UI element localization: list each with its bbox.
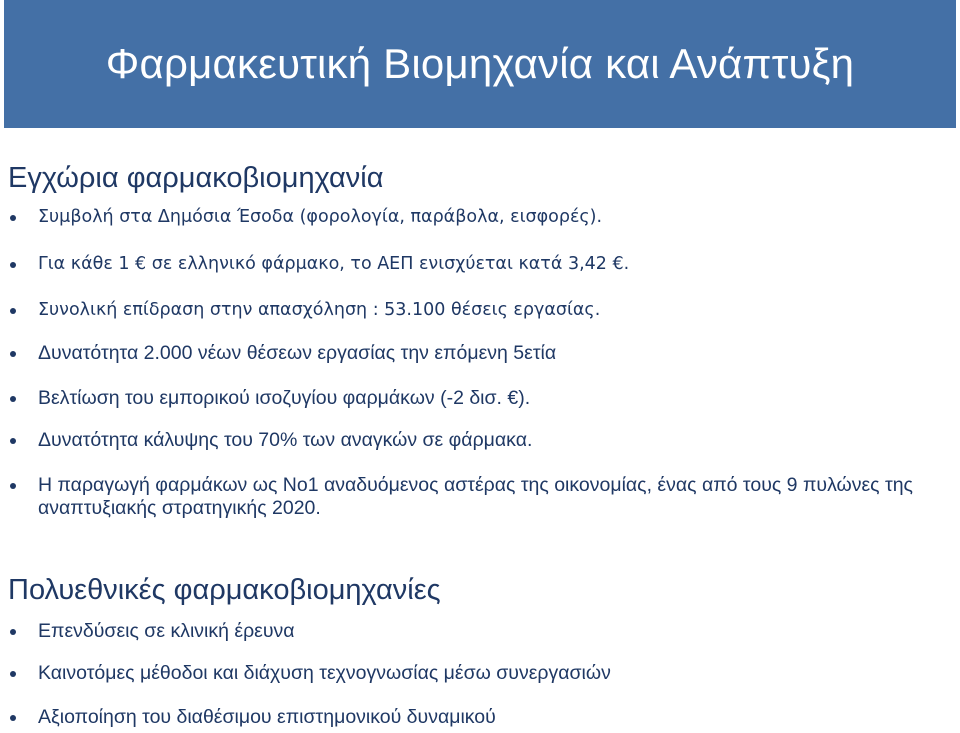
bullet-icon [10, 215, 16, 221]
bullet-icon [10, 715, 16, 721]
bullet-icon [10, 629, 16, 635]
bullet-text: Για κάθε 1 € σε ελληνικό φάρμακο, το ΑΕΠ ενισχύεται κατά 3,42 €. [38, 254, 630, 274]
list-item [0, 620, 960, 643]
list-item [0, 662, 960, 685]
bullet-icon [10, 308, 16, 314]
list-item [0, 253, 960, 276]
bullet-text: Επενδύσεις σε κλινική έρευνα [38, 620, 295, 642]
bullet-icon [10, 438, 16, 444]
list-item [0, 429, 960, 452]
bullet-icon [10, 671, 16, 677]
section-heading-multinational: Πολυεθνικές φαρμακοβιομηχανίες [8, 574, 441, 606]
list-item [0, 299, 960, 322]
bullet-text: Δυνατότητα 2.000 νέων θέσεων εργασίας την επόμενη 5ετία [38, 342, 557, 364]
bullet-text: Καινοτόμες μέθοδοι και διάχυση τεχνογνωσίας μέσω συνεργασιών [38, 662, 611, 684]
bullet-text: Συμβολή στα Δημόσια Έσοδα (φορολογία, παράβολα, εισφορές). [38, 207, 603, 227]
bullet-icon [10, 396, 16, 402]
slide-title-bar [4, 0, 956, 128]
section-heading-domestic: Εγχώρια φαρμακοβιομηχανία [8, 162, 384, 194]
list-item [0, 706, 960, 729]
bullet-icon [10, 483, 16, 489]
list-item [0, 387, 960, 410]
bullet-text: Συνολική επίδραση στην απασχόληση : 53.100 θέσεις εργασίας. [38, 300, 601, 320]
bullet-text: Δυνατότητα κάλυψης του 70% των αναγκών σε φάρμακα. [38, 429, 533, 451]
bullet-icon [10, 262, 16, 268]
list-item [0, 474, 960, 520]
list-item [0, 206, 960, 229]
slide-title: Φαρμακευτική Βιομηχανία και Ανάπτυξη [105, 40, 855, 87]
bullet-text: Αξιοποίηση του διαθέσιμου επιστημονικού δυναμικού [38, 706, 496, 728]
bullet-text: Η παραγωγή φαρμάκων ως Νο1 αναδυόμενος αστέρας της οικονομίας, ένας από τους 9 πυλώνες της αναπτυξιακής στρατηγικής 2020. [38, 474, 913, 519]
list-item [0, 342, 960, 365]
bullet-text: Βελτίωση του εμπορικού ισοζυγίου φαρμάκων (-2 δισ. €). [38, 387, 531, 409]
bullet-icon [10, 351, 16, 357]
